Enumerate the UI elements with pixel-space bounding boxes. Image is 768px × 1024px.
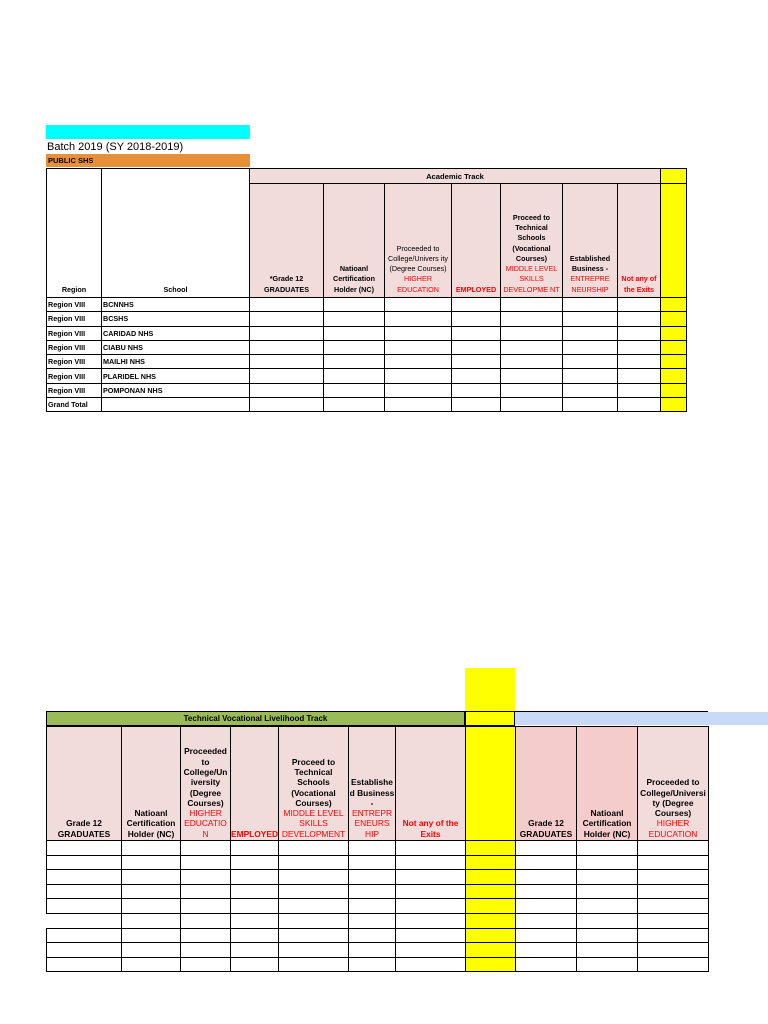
data-cell[interactable] <box>324 369 385 383</box>
region-cell: Region VIII <box>47 383 102 397</box>
data-cell[interactable] <box>349 928 396 943</box>
data-cell[interactable] <box>385 369 452 383</box>
data-cell[interactable] <box>279 899 349 914</box>
data-cell[interactable] <box>181 841 231 856</box>
data-cell[interactable] <box>563 340 618 354</box>
data-cell[interactable] <box>279 870 349 885</box>
data-cell[interactable] <box>638 957 709 972</box>
tvl-none-header: Not any of the Exits <box>396 727 466 841</box>
data-cell[interactable] <box>577 913 638 928</box>
none-header: Not any of the Exits <box>618 184 661 298</box>
data-cell[interactable] <box>385 340 452 354</box>
yellow-marker <box>661 340 687 354</box>
tvl-business-header: Establishe d Business - ENTREPR ENEURS HIP <box>349 727 396 841</box>
region-cell: Region VIII <box>47 312 102 326</box>
data-cell[interactable] <box>279 957 349 972</box>
data-cell[interactable] <box>577 957 638 972</box>
data-cell[interactable] <box>181 928 231 943</box>
data-cell[interactable] <box>279 928 349 943</box>
yellow-marker <box>661 298 687 312</box>
data-cell[interactable] <box>349 855 396 870</box>
data-cell[interactable] <box>563 383 618 397</box>
data-cell[interactable] <box>563 355 618 369</box>
data-cell[interactable] <box>47 899 122 914</box>
data-cell[interactable] <box>396 943 466 958</box>
data-cell[interactable] <box>563 312 618 326</box>
school-cell: BCSHS <box>102 312 250 326</box>
data-cell[interactable] <box>396 928 466 943</box>
data-cell[interactable] <box>324 340 385 354</box>
data-cell[interactable] <box>324 383 385 397</box>
data-cell[interactable] <box>47 841 122 856</box>
data-cell[interactable] <box>452 312 501 326</box>
data-cell[interactable] <box>349 957 396 972</box>
data-cell[interactable] <box>396 957 466 972</box>
yellow-marker <box>466 899 516 914</box>
school-cell: CIABU NHS <box>102 340 250 354</box>
data-cell[interactable] <box>618 369 661 383</box>
data-cell[interactable] <box>516 870 577 885</box>
data-cell[interactable] <box>250 340 324 354</box>
data-cell[interactable] <box>231 855 279 870</box>
data-cell[interactable] <box>618 398 661 412</box>
tvl-track-title: Technical Vocational Livelihood Track <box>46 711 465 726</box>
data-cell[interactable] <box>324 326 385 340</box>
data-cell[interactable] <box>102 398 250 412</box>
tvl-tech-school-header: Proceed to Technical Schools (Vocational Courses) MIDDLE LEVEL SKILLS DEVELOPMENT <box>279 727 349 841</box>
data-cell[interactable] <box>516 957 577 972</box>
data-cell[interactable] <box>47 913 122 928</box>
data-cell[interactable] <box>563 298 618 312</box>
data-cell[interactable] <box>516 855 577 870</box>
data-cell[interactable] <box>122 841 181 856</box>
data-cell[interactable] <box>181 884 231 899</box>
data-cell[interactable] <box>231 899 279 914</box>
data-cell[interactable] <box>349 841 396 856</box>
data-cell[interactable] <box>577 884 638 899</box>
data-cell[interactable] <box>396 899 466 914</box>
region-cell: Region VIII <box>47 326 102 340</box>
school-cell: PLARIDEL NHS <box>102 369 250 383</box>
next-grade12-header: Grade 12 GRADUATES <box>516 727 577 841</box>
data-cell[interactable] <box>618 355 661 369</box>
data-cell[interactable] <box>396 884 466 899</box>
data-cell[interactable] <box>349 884 396 899</box>
next-college-header: Proceeded to College/Universi ty (Degree Courses) HIGHER EDUCATION <box>638 727 709 841</box>
data-cell[interactable] <box>452 383 501 397</box>
data-cell[interactable] <box>618 383 661 397</box>
yellow-column-top <box>465 668 515 712</box>
data-cell[interactable] <box>501 383 563 397</box>
data-cell[interactable] <box>396 913 466 928</box>
yellow-marker <box>466 884 516 899</box>
next-nc-header: Natioanl Certification Holder (NC) <box>577 727 638 841</box>
data-cell[interactable] <box>231 928 279 943</box>
data-cell[interactable] <box>231 943 279 958</box>
yellow-marker <box>466 913 516 928</box>
tvl-college-header: Proceeded to College/Un iversity (Degree Courses) HIGHER EDUCATIO N <box>181 727 231 841</box>
data-cell[interactable] <box>250 312 324 326</box>
data-cell[interactable] <box>385 383 452 397</box>
data-cell[interactable] <box>385 312 452 326</box>
data-cell[interactable] <box>501 355 563 369</box>
tech-school-header: Proceed to Technical Schools (Vocational Courses) MIDDLE LEVEL SKILLS DEVELOPME NT <box>501 184 563 298</box>
tvl-track-table <box>46 726 709 972</box>
data-cell[interactable] <box>122 928 181 943</box>
data-cell[interactable] <box>452 398 501 412</box>
data-cell[interactable] <box>279 913 349 928</box>
yellow-marker <box>661 383 687 397</box>
data-cell[interactable] <box>396 870 466 885</box>
data-cell[interactable] <box>452 340 501 354</box>
yellow-marker <box>466 928 516 943</box>
yellow-marker <box>466 727 516 841</box>
tvl-nc-header: Natioanl Certification Holder (NC) <box>122 727 181 841</box>
data-cell[interactable] <box>618 326 661 340</box>
data-cell[interactable] <box>385 298 452 312</box>
data-cell[interactable] <box>250 398 324 412</box>
data-cell[interactable] <box>638 855 709 870</box>
data-cell[interactable] <box>47 855 122 870</box>
data-cell[interactable] <box>516 884 577 899</box>
data-cell[interactable] <box>501 326 563 340</box>
data-cell[interactable] <box>250 369 324 383</box>
data-cell[interactable] <box>577 870 638 885</box>
cyan-banner <box>46 125 250 139</box>
business-header: Established Business - ENTREPRE NEURSHIP <box>563 184 618 298</box>
data-cell[interactable] <box>501 298 563 312</box>
data-cell[interactable] <box>324 355 385 369</box>
data-cell[interactable] <box>47 928 122 943</box>
data-cell[interactable] <box>501 369 563 383</box>
data-cell[interactable] <box>452 355 501 369</box>
data-cell[interactable] <box>122 913 181 928</box>
yellow-marker <box>661 398 687 412</box>
data-cell[interactable] <box>385 326 452 340</box>
data-cell[interactable] <box>324 312 385 326</box>
yellow-marker <box>661 326 687 340</box>
data-cell[interactable] <box>122 855 181 870</box>
data-cell[interactable] <box>501 398 563 412</box>
data-cell[interactable] <box>618 340 661 354</box>
data-cell[interactable] <box>250 298 324 312</box>
data-cell[interactable] <box>516 943 577 958</box>
data-cell[interactable] <box>516 928 577 943</box>
school-cell: CARIDAD NHS <box>102 326 250 340</box>
data-cell[interactable] <box>501 312 563 326</box>
region-cell: Region VIII <box>47 369 102 383</box>
data-cell[interactable] <box>122 957 181 972</box>
region-header: Region <box>47 169 102 298</box>
data-cell[interactable] <box>638 841 709 856</box>
yellow-marker <box>661 184 687 298</box>
data-cell[interactable] <box>577 841 638 856</box>
data-cell[interactable] <box>231 870 279 885</box>
data-cell[interactable] <box>181 943 231 958</box>
yellow-marker <box>466 957 516 972</box>
yellow-marker <box>661 369 687 383</box>
data-cell[interactable] <box>638 913 709 928</box>
data-cell[interactable] <box>279 841 349 856</box>
data-cell[interactable] <box>181 913 231 928</box>
data-cell[interactable] <box>516 899 577 914</box>
data-cell[interactable] <box>638 943 709 958</box>
academic-track-table <box>46 168 687 412</box>
data-cell[interactable] <box>349 899 396 914</box>
data-cell[interactable] <box>452 326 501 340</box>
grade12-header: *Grade 12 GRADUATES <box>250 184 324 298</box>
data-cell[interactable] <box>385 355 452 369</box>
data-cell[interactable] <box>577 899 638 914</box>
data-cell[interactable] <box>638 899 709 914</box>
data-cell[interactable] <box>452 298 501 312</box>
data-cell[interactable] <box>231 957 279 972</box>
data-cell[interactable] <box>122 899 181 914</box>
data-cell[interactable] <box>181 870 231 885</box>
data-cell[interactable] <box>47 870 122 885</box>
data-cell[interactable] <box>385 398 452 412</box>
school-cell: POMPONAN NHS <box>102 383 250 397</box>
data-cell[interactable] <box>47 943 122 958</box>
data-cell[interactable] <box>279 884 349 899</box>
yellow-marker <box>466 870 516 885</box>
region-cell: Region VIII <box>47 298 102 312</box>
data-cell[interactable] <box>501 340 563 354</box>
data-cell[interactable] <box>122 884 181 899</box>
data-cell[interactable] <box>181 957 231 972</box>
data-cell[interactable] <box>349 913 396 928</box>
data-cell[interactable] <box>563 369 618 383</box>
employed-header: EMPLOYED <box>452 184 501 298</box>
school-cell: MAILHI NHS <box>102 355 250 369</box>
data-cell[interactable] <box>577 928 638 943</box>
tvl-grade12-header: Grade 12 GRADUATES <box>47 727 122 841</box>
batch-label: Batch 2019 (SY 2018-2019) <box>47 141 184 153</box>
data-cell[interactable] <box>452 369 501 383</box>
data-cell[interactable] <box>577 855 638 870</box>
school-cell: BCNNHS <box>102 298 250 312</box>
yellow-marker <box>465 711 515 726</box>
yellow-marker <box>661 312 687 326</box>
public-shs-banner <box>46 154 250 167</box>
data-cell[interactable] <box>122 943 181 958</box>
data-cell[interactable] <box>324 398 385 412</box>
academic-track-title: Academic Track <box>250 169 661 184</box>
data-cell[interactable] <box>396 841 466 856</box>
data-cell[interactable] <box>122 870 181 885</box>
next-track-banner <box>515 712 768 725</box>
yellow-marker <box>466 855 516 870</box>
data-cell[interactable] <box>231 913 279 928</box>
data-cell[interactable] <box>250 326 324 340</box>
yellow-marker <box>661 169 687 184</box>
data-cell[interactable] <box>231 884 279 899</box>
public-shs-label: PUBLIC SHS <box>48 156 94 165</box>
region-cell: Region VIII <box>47 355 102 369</box>
data-cell[interactable] <box>563 326 618 340</box>
data-cell[interactable] <box>279 855 349 870</box>
data-cell[interactable] <box>47 957 122 972</box>
data-cell[interactable] <box>181 899 231 914</box>
data-cell[interactable] <box>516 841 577 856</box>
data-cell[interactable] <box>250 355 324 369</box>
data-cell[interactable] <box>618 298 661 312</box>
data-cell[interactable] <box>231 841 279 856</box>
tvl-employed-header: EMPLOYED <box>231 727 279 841</box>
school-header: School <box>102 169 250 298</box>
data-cell[interactable] <box>279 943 349 958</box>
yellow-marker <box>661 355 687 369</box>
data-cell[interactable] <box>324 298 385 312</box>
data-cell[interactable] <box>349 943 396 958</box>
data-cell[interactable] <box>577 943 638 958</box>
data-cell[interactable] <box>563 398 618 412</box>
data-cell[interactable] <box>618 312 661 326</box>
data-cell[interactable] <box>349 870 396 885</box>
data-cell[interactable] <box>47 884 122 899</box>
data-cell[interactable] <box>516 913 577 928</box>
data-cell[interactable] <box>250 383 324 397</box>
data-cell[interactable] <box>181 855 231 870</box>
grand-total-label: Grand Total <box>47 398 102 412</box>
data-cell[interactable] <box>396 855 466 870</box>
data-cell[interactable] <box>638 884 709 899</box>
yellow-marker <box>466 943 516 958</box>
region-cell: Region VIII <box>47 340 102 354</box>
yellow-marker <box>466 841 516 856</box>
college-header: Proceeded to College/Univers ity (Degree Courses) HIGHER EDUCATION <box>385 184 452 298</box>
nc-header: Natioanl Certification Holder (NC) <box>324 184 385 298</box>
data-cell[interactable] <box>638 928 709 943</box>
data-cell[interactable] <box>638 870 709 885</box>
